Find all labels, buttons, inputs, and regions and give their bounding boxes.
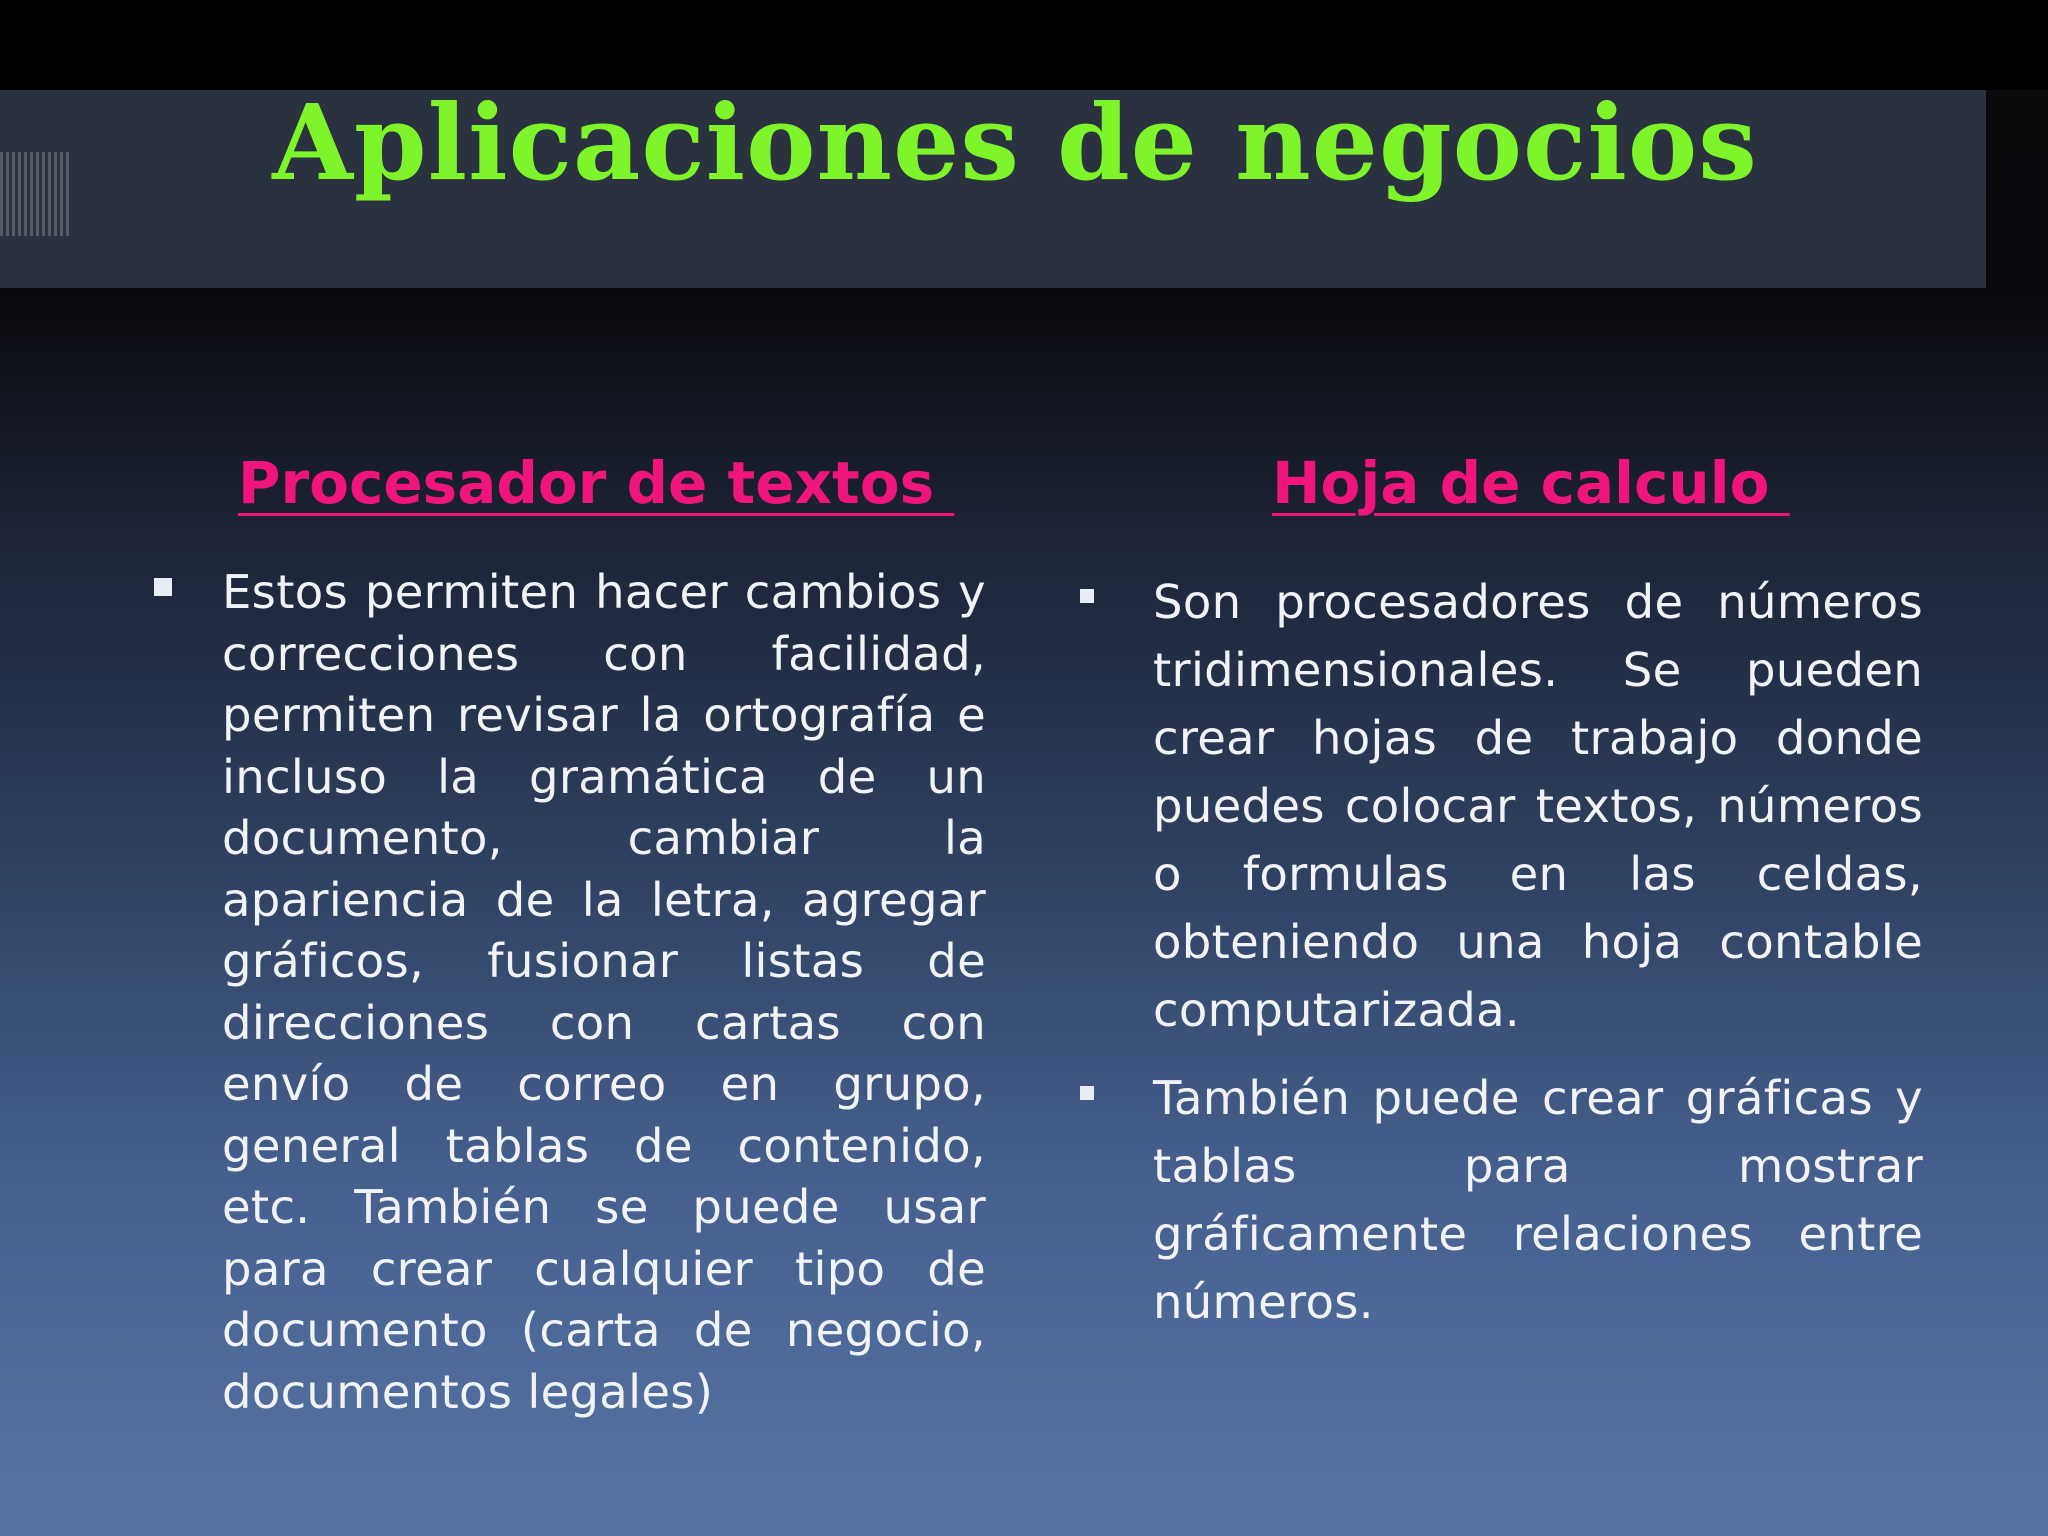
bullet-text-hoja-2: También puede crear gráficas y tablas para mostrar gráficamente relaciones entre números. [1153, 1071, 1923, 1329]
square-bullet-icon [1080, 1086, 1094, 1100]
square-bullet-icon [154, 578, 172, 596]
bullet-text-procesador: Estos permiten hacer cambios y correcciones con facilidad, permiten revisar la ortografía e incluso la gramática de un documento, cambiar la apariencia de la letra, agregar gráficos, fusionar listas de direcciones con cartas con envío de correo en grupo, general tablas de contenido, etc. También se puede usar para crear cualquier tipo de documento (carta de negocio, documentos legales) [222, 565, 986, 1419]
heading-hoja-de-calculo: Hoja de calculo [1272, 449, 1790, 517]
top-black-band [0, 0, 2048, 90]
bullet-text-hoja-1: Son procesadores de números tridimensionales. Se pueden crear hojas de trabajo donde puedes colocar textos, números o formulas en las celdas, obteniendo una hoja contable computarizada. [1153, 575, 1923, 1037]
square-bullet-icon [1080, 589, 1094, 603]
slide-title: Aplicaciones de negocios [272, 81, 1758, 204]
heading-procesador-de-textos: Procesador de textos [238, 449, 955, 517]
